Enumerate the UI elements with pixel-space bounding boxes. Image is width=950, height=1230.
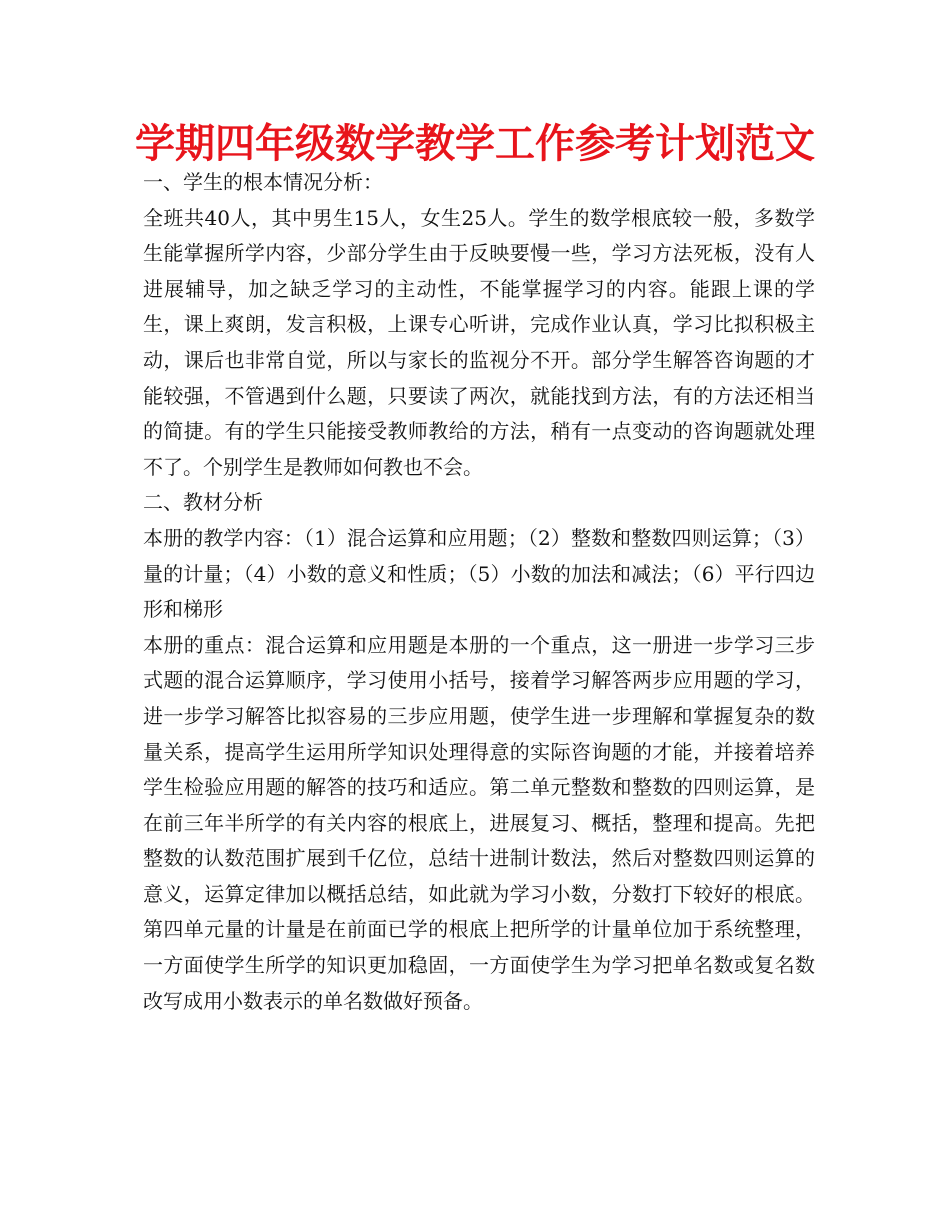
document-body bbox=[143, 165, 815, 1019]
section-heading-textbook-analysis: 二、教材分析 bbox=[143, 490, 263, 515]
paragraph-key-points: 本册的重点：混合运算和应用题是本册的一个重点，这一册进一步学习三步式题的混合运算顺序，学习使用小括号，接着学习解答两步应用题的学习，进一步学习解答比拟容易的三步应用题，使学生进一步理解和掌握复杂的数量关系，提高学生运用所学知识处理得意的实际咨询题的才能，并接着培养学生检验应用题的解答的技巧和适应。第二单元整数和整数的四则运算，是在前三年半所学的有关内容的根底上，进展复习、概括，整理和提高。先把整数的认数范围扩展到千亿位，总结十进制计数法，然后对整数四则运算的意义，运算定律加以概括总结，如此就为学习小数，分数打下较好的根底。第四单元量的计量是在前面已学的根底上把所学的计量单位加于系统整理，一方面使学生所学的知识更加稳固，一方面使学生为学习把单名数或复名数改写成用小数表示的单名数做好预备。 bbox=[143, 632, 815, 1013]
paragraph-student-analysis: 全班共40人，其中男生15人，女生25人。学生的数学根底较一般，多数学生能掌握所学内容，少部分学生由于反映要慢一些，学习方法死板，没有人进展辅导，加之缺乏学习的主动性，不能掌握学习的内容。能跟上课的学生，课上爽朗，发言积极，上课专心听讲，完成作业认真，学习比拟积极主动，课后也非常自觉，所以与家长的监视分不开。部分学生解答咨询题的才能较强，不管遇到什么题，只要读了两次，就能找到方法，有的方法还相当的简捷。有的学生只能接受教师教给的方法，稍有一点变动的咨询题就处理不了。个别学生是教师如何教也不会。 bbox=[143, 205, 815, 479]
section-heading-student-analysis: 一、学生的根本情况分析： bbox=[143, 170, 383, 194]
document-title: 学期四年级数学教学工作参考计划范文 bbox=[135, 121, 815, 167]
paragraph-teaching-content: 本册的教学内容：（1）混合运算和应用题；（2）整数和整数四则运算；（3）量的计量；（4）小数的意义和性质；（5）小数的加法和减法；（6）平行四边形和梯形 bbox=[143, 525, 815, 622]
